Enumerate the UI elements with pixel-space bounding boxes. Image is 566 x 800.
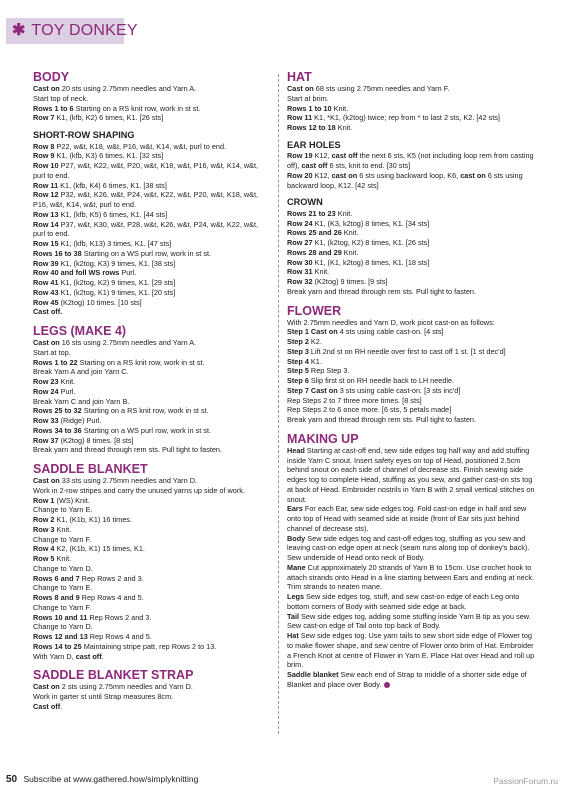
instruction-text: K2, (K1b, K1) 15 times, K1. <box>54 544 145 554</box>
instruction-line <box>33 445 267 455</box>
instruction-line <box>33 239 267 249</box>
instruction-keyword: Row 11 <box>33 180 59 190</box>
instruction-text: . <box>101 651 104 661</box>
instruction-text: K1, (kfb, K13) 3 times, K1. [47 sts] <box>58 239 172 248</box>
instruction-line <box>33 544 267 554</box>
instruction-line <box>287 228 537 238</box>
instruction-keyword: Step 5 <box>287 366 309 376</box>
subsection-title: EAR HOLES <box>287 139 341 150</box>
instruction-list <box>287 151 537 190</box>
right-column <box>287 70 537 697</box>
instruction-text: Starting at cast-off end, sew side edges tog half way and add stuffing inside Yarn C snout. Insert safety eyes on top of Head, positioned 2.5cm behind snout on each side of channel of decrease sts. Finish sewing side edges tog to complete Head, stuffing as you sew, and gather cast-on sts tog at back of Head. Embroider nostrils in Yarn B with 2 small vertical stitches on snout. <box>287 445 535 504</box>
instruction-line <box>287 592 537 612</box>
instruction-text: Rep Rows 2 and 3. <box>79 573 144 583</box>
instruction-keyword: Tail <box>287 611 300 621</box>
instruction-text: K1. <box>308 356 322 366</box>
instruction-text: Sew side edges tog, stuff, and sew cast-on edge of each Leg onto bottom corners of Body with seamed side edge at back. <box>287 592 520 611</box>
instruction-keyword: Row 43 <box>33 287 59 297</box>
section-title: BODY <box>33 70 70 84</box>
instruction-keyword: Cast on <box>33 476 60 485</box>
subsection-title: CROWN <box>287 197 323 208</box>
instruction-line <box>287 267 537 277</box>
instruction-list <box>33 142 267 318</box>
instruction-line <box>33 505 267 515</box>
instruction-text: With 2.75mm needles and Yarn D, work picot cast-on as follows: <box>287 317 495 327</box>
instruction-keyword: Step 4 <box>287 356 309 366</box>
instruction-text: Cut approximately 20 strands of Yarn B to 15cm. Use crochet hook to attach strands onto Head in a line starting between Ears and ending at neck. Trim strands to neaten mane. <box>287 562 535 592</box>
instruction-keyword: Row 37 <box>33 435 59 445</box>
end-of-pattern-icon <box>384 682 390 688</box>
instruction-text: K1, (K1, k2tog) 8 times, K1. [18 sts] <box>312 257 430 267</box>
instruction-keyword: Row 19 <box>287 151 313 161</box>
instruction-list <box>33 476 267 661</box>
instruction-keyword: Cast on <box>287 84 314 93</box>
instruction-text: Break Yarn A and join Yarn C. <box>33 367 129 377</box>
instruction-line <box>33 416 267 426</box>
instruction-keyword: Row 20 <box>287 170 313 180</box>
instruction-text: K1, (k2tog, K1) 9 times, K1. [20 sts] <box>58 287 176 297</box>
instruction-keyword: Rows 8 and 9 <box>33 593 80 602</box>
instruction-keyword: Row 2 <box>33 515 55 524</box>
instruction-line <box>287 219 537 229</box>
instruction-line <box>33 113 267 123</box>
section-title: LEGS (MAKE 4) <box>33 324 127 338</box>
instruction-keyword: Row 24 <box>33 386 59 396</box>
left-column <box>33 70 267 719</box>
section-hat <box>287 70 537 133</box>
instruction-text: 6 sts using backward loop, K6, <box>357 170 461 180</box>
page-number: 50 <box>6 774 18 785</box>
instruction-text: Knit. <box>341 228 359 238</box>
instruction-line <box>287 612 537 632</box>
instruction-text: Starting on a RS knit row, work in st st. <box>73 103 201 113</box>
instruction-line <box>33 358 267 368</box>
instruction-line <box>33 387 267 397</box>
instruction-line <box>287 123 537 133</box>
instruction-text: 33 sts using 2.75mm needles and Yarn D. <box>59 476 197 485</box>
instruction-line <box>287 446 537 505</box>
instruction-keyword: Rows 1 to 10 <box>287 103 332 113</box>
instruction-text: 3 sts using cable cast-on. [3 sts inc'd] <box>337 385 461 395</box>
instruction-line <box>287 347 537 357</box>
instruction-line <box>33 436 267 446</box>
instruction-line <box>33 632 267 642</box>
instruction-line <box>287 504 537 533</box>
instruction-text: Knit. <box>54 554 72 563</box>
instruction-keyword: Row 45 <box>33 297 59 307</box>
instruction-keyword: Row 31 <box>287 267 313 277</box>
instruction-line <box>33 94 267 104</box>
instruction-line <box>287 366 537 376</box>
instruction-keyword: Saddle blanket <box>287 670 339 679</box>
instruction-line <box>33 525 267 535</box>
instruction-text: 2 sts using 2.75mm needles and Yarn D. <box>59 682 193 692</box>
instruction-text: Purl. <box>58 386 76 396</box>
instruction-text: For each Ear, sew side edges tog. Fold cast-on edge in half and sew onto top of Head with seamed side at inside (front of Ear sits just behind channel of decrease sts). <box>287 504 527 533</box>
instruction-line <box>33 642 267 652</box>
section-making-up <box>287 432 537 690</box>
instruction-text: P37, w&t, K30, w&t, P28, w&t, K26, w&t, P24, w&t, K22, w&t, purl to end. <box>33 219 259 239</box>
instruction-keyword: Rows 16 to 38 <box>33 248 82 258</box>
instruction-text: Starting on a RS knit row, work in st st. <box>81 406 209 416</box>
instruction-keyword: Row 4 <box>33 544 55 554</box>
section-short-row-shaping <box>33 130 267 317</box>
instruction-keyword: Rows 6 and 7 <box>33 573 80 583</box>
instruction-text: K1, (kfb, K3) 6 times, K1. [32 sts] <box>54 151 164 161</box>
instruction-line <box>287 327 537 337</box>
instruction-text: Change to Yarn D. <box>33 563 93 573</box>
instruction-keyword: Ears <box>287 504 303 514</box>
instruction-line <box>33 692 267 702</box>
instruction-text: (Ridge) Purl. <box>58 416 102 425</box>
instruction-line <box>33 181 267 191</box>
instruction-text: (K2tog) 9 times. [9 sts] <box>312 277 388 286</box>
instruction-line <box>33 259 267 269</box>
instruction-line <box>33 151 267 161</box>
instruction-text: 68 sts using 2.75mm needles and Yarn F. <box>313 84 450 93</box>
instruction-text: Knit. <box>312 267 330 277</box>
instruction-line <box>33 652 267 662</box>
instruction-keyword: Rows 34 to 36 <box>33 425 82 435</box>
instruction-line <box>287 415 537 425</box>
instruction-line <box>33 496 267 506</box>
instruction-line <box>33 104 267 114</box>
instruction-line <box>287 151 537 171</box>
instruction-keyword: Rows 21 to 23 <box>287 208 336 218</box>
instruction-keyword: Row 32 <box>287 277 313 286</box>
instruction-keyword: Row 9 <box>33 151 55 161</box>
instruction-line <box>33 142 267 152</box>
section-title: HAT <box>287 70 312 84</box>
instruction-keyword: cast off <box>75 651 102 661</box>
section-title: SADDLE BLANKET STRAP <box>33 668 194 683</box>
instruction-line <box>33 682 267 692</box>
instruction-text: Knit. <box>335 123 353 132</box>
instruction-keyword: Row 33 <box>33 416 59 425</box>
instruction-text: Change to Yarn F. <box>33 534 92 544</box>
instruction-keyword: Rows 25 and 26 <box>287 228 342 238</box>
instruction-text: P27, w&t, K22, w&t, P20, w&t, K18, w&t, P16, w&t, K14, w&t, purl to end. <box>33 161 259 180</box>
instruction-list <box>287 209 537 297</box>
instruction-text: (K2tog) 10 times. [10 sts] <box>58 297 142 307</box>
instruction-text: Sew side edges tog. Use yarn tails to sew short side edge of Flower tog to make flower shape, and sew centre of Flower onto brim of Hat. Embroider a French Knot at centre of Flower in Yarn E. Place Hat over Head and roll up brim. <box>287 631 535 670</box>
instruction-list <box>287 318 537 425</box>
instruction-text: K1, (k2tog, K2) 9 times, K1. [29 sts] <box>58 278 176 287</box>
instruction-line <box>287 104 537 114</box>
instruction-keyword: Cast on <box>33 84 60 93</box>
instruction-keyword: Row 10 <box>33 161 59 170</box>
instruction-line <box>287 94 537 104</box>
section-crown <box>287 197 537 296</box>
instruction-text: Change to Yarn E. <box>33 583 93 593</box>
instruction-text: 6 sts, knit to end. [30 sts] <box>327 161 411 170</box>
instruction-line <box>287 563 537 592</box>
instruction-line <box>33 535 267 545</box>
instruction-text: Sew each end of Strap to middle of a shorter side edge of Blanket and place over Body. <box>287 670 527 689</box>
section-title: FLOWER <box>287 303 342 318</box>
instruction-keyword: Step 3 <box>287 346 309 356</box>
instruction-text: P22, w&t, K18, w&t, P16, w&t, K14, w&t, purl to end. <box>54 141 227 151</box>
instruction-keyword: Rows 28 and 29 <box>287 247 342 257</box>
instruction-text: 20 sts using 2.75mm needles and Yarn A. <box>59 84 197 93</box>
instruction-text: Purl. <box>119 268 137 278</box>
instruction-keyword: Row 5 <box>33 554 55 563</box>
instruction-line <box>287 258 537 268</box>
instruction-keyword: Step 7 Cast on <box>287 385 338 395</box>
instruction-text: P32, w&t, K26, w&t, P24, w&t, K22, w&t, P20, w&t, K18, w&t, P16, w&t, K14, w&t, purl to end. <box>33 190 259 209</box>
instruction-keyword: Rows 12 and 13 <box>33 632 88 641</box>
instruction-text: Break yarn and thread through rem sts. Pull tight to fasten. <box>33 445 223 455</box>
instruction-keyword: Rows 12 to 18 <box>287 123 336 132</box>
instruction-line <box>33 348 267 358</box>
instruction-keyword: Row 23 <box>33 377 59 386</box>
instruction-text: With Yarn D, <box>33 651 76 661</box>
instruction-text: Change to Yarn F. <box>33 602 92 612</box>
instruction-keyword: Row 27 <box>287 238 313 247</box>
instruction-text: Change to Yarn D. <box>33 622 93 632</box>
instruction-keyword: Rows 14 to 25 <box>33 641 82 651</box>
instruction-line <box>33 278 267 288</box>
instruction-text: K1, (K1b, K1) 16 times. <box>54 515 132 524</box>
section-ear-holes <box>287 140 537 191</box>
instruction-keyword: Row 24 <box>287 218 313 228</box>
instruction-line <box>33 210 267 220</box>
instruction-text: Start at top. <box>33 347 71 357</box>
instruction-line <box>287 171 537 191</box>
instruction-text: Knit. <box>341 247 359 257</box>
instruction-keyword: Cast off. <box>33 307 63 317</box>
instruction-keyword: cast off <box>301 161 328 170</box>
instruction-text: (K2tog) 8 times. [8 sts] <box>58 435 134 445</box>
instruction-list <box>287 84 537 133</box>
instruction-line <box>287 209 537 219</box>
instruction-keyword: Row 39 <box>33 258 59 268</box>
instruction-text: K1, (kfb, K5) 6 times, K1. [44 sts] <box>58 209 168 219</box>
section-flower <box>287 304 537 425</box>
subscribe-link[interactable]: Subscribe at www.gathered.how/simplyknitting <box>23 774 199 784</box>
instruction-line <box>33 268 267 278</box>
page-title: TOY DONKEY <box>31 22 138 39</box>
instruction-keyword: Step 6 <box>287 376 309 385</box>
instruction-text: (WS) Knit. <box>54 495 90 505</box>
instruction-keyword: Step 1 Cast on <box>287 327 338 337</box>
watermark: PassionForum.ru <box>493 776 558 786</box>
instruction-text: Rep Rows 4 and 5. <box>79 593 144 602</box>
instruction-line <box>33 249 267 259</box>
instruction-keyword: Rows 10 and 11 <box>33 612 88 622</box>
instruction-keyword: cast on <box>331 170 358 180</box>
section-title: MAKING UP <box>287 431 359 446</box>
instruction-keyword: Row 12 <box>33 190 59 200</box>
instruction-line <box>33 564 267 574</box>
section-legs <box>33 324 267 455</box>
instruction-list <box>33 682 267 711</box>
instruction-line <box>33 426 267 436</box>
instruction-line <box>33 515 267 525</box>
instruction-line <box>287 238 537 248</box>
instruction-line <box>33 298 267 308</box>
instruction-keyword: Step 2 <box>287 337 309 346</box>
instruction-keyword: Cast off <box>33 701 61 711</box>
instruction-text: K2. <box>308 337 322 346</box>
instruction-keyword: Cast on <box>33 338 60 347</box>
instruction-text: K1, (k2tog, K3) 9 times, K1. [38 sts] <box>58 258 176 268</box>
instruction-keyword: Row 13 <box>33 209 59 219</box>
instruction-text: Change to Yarn E. <box>33 505 93 515</box>
instruction-line <box>287 534 537 563</box>
instruction-text: Starting on a WS purl row, work in st st. <box>81 425 212 435</box>
instruction-keyword: Row 41 <box>33 278 59 287</box>
instruction-list <box>287 446 537 690</box>
instruction-keyword: Mane <box>287 562 306 572</box>
instruction-list <box>33 84 267 123</box>
instruction-keyword: Row 15 <box>33 239 59 248</box>
instruction-line <box>33 84 267 94</box>
instruction-keyword: Row 14 <box>33 219 59 229</box>
instruction-text: Knit. <box>335 208 353 218</box>
instruction-text: Start top of neck. <box>33 93 89 103</box>
instruction-line <box>287 287 537 297</box>
instruction-text: Work in 2-row stripes and carry the unused yarns up side of work. <box>33 485 245 495</box>
instruction-line <box>287 337 537 347</box>
instruction-text: 16 sts using 2.75mm needles and Yarn A. <box>59 338 197 347</box>
instruction-keyword: Row 8 <box>33 141 55 151</box>
instruction-line <box>33 554 267 564</box>
instruction-line <box>287 376 537 386</box>
instruction-line <box>33 603 267 613</box>
instruction-keyword: Legs <box>287 592 305 601</box>
instruction-line <box>287 357 537 367</box>
instruction-keyword: Row 7 <box>33 113 55 123</box>
section-body <box>33 70 267 123</box>
instruction-line <box>287 248 537 258</box>
instruction-line <box>33 702 267 712</box>
instruction-text: Start at brim. <box>287 93 329 103</box>
instruction-keyword: Row 30 <box>287 257 313 267</box>
instruction-text: Knit. <box>54 524 72 534</box>
instruction-text: Starting on a WS purl row, work in st st. <box>81 248 212 258</box>
instruction-text: K12, <box>312 170 332 180</box>
instruction-keyword: Row 1 <box>33 495 55 505</box>
instruction-line <box>33 613 267 623</box>
instruction-text: . <box>60 701 63 711</box>
instruction-text: K1, *K1, (k2tog) twice; rep from * to last 2 sts, K2. [42 sts] <box>312 113 500 123</box>
instruction-line <box>33 307 267 317</box>
instruction-line <box>287 631 537 670</box>
instruction-keyword: cast off <box>331 151 358 161</box>
instruction-line <box>33 486 267 496</box>
instruction-line <box>287 277 537 287</box>
instruction-text: Break yarn and thread through rem sts. Pull tight to fasten. <box>287 415 477 424</box>
instruction-line <box>287 318 537 328</box>
instruction-keyword: Cast on <box>33 682 60 692</box>
instruction-line <box>33 476 267 486</box>
instruction-line <box>287 84 537 94</box>
instruction-text: Rep Rows 4 and 5. <box>87 632 152 641</box>
section-saddle-blanket-strap <box>33 668 267 711</box>
instruction-keyword: Row 3 <box>33 524 55 534</box>
asterisk-icon: ✱ <box>12 22 26 39</box>
instruction-text: Maintaining stripe patt, rep Rows 2 to 13. <box>81 641 217 651</box>
subsection-title: SHORT-ROW SHAPING <box>33 130 135 140</box>
instruction-line <box>287 405 537 415</box>
instruction-keyword: Body <box>287 533 306 543</box>
instruction-text: K1, (kfb, K2) 6 times, K1. [26 sts] <box>54 113 164 123</box>
instruction-text: K1, (kfb, K4) 6 times, K1. [38 sts] <box>58 180 167 190</box>
instruction-line <box>33 593 267 603</box>
instruction-line <box>33 377 267 387</box>
instruction-keyword: Rows 1 to 6 <box>33 103 74 113</box>
instruction-text: Rep Step 3. <box>308 366 350 376</box>
instruction-line <box>33 288 267 298</box>
instruction-line <box>33 583 267 593</box>
instruction-text: Lift 2nd st on RH needle over first to cast off 1 st. [1 st dec'd] <box>308 346 506 356</box>
page-footer <box>6 774 198 785</box>
instruction-text: Starting on a RS knit row, work in st st. <box>77 357 205 367</box>
instruction-line <box>287 670 537 690</box>
instruction-keyword: Hat <box>287 631 299 640</box>
instruction-line <box>33 220 267 240</box>
instruction-text: Break Yarn C and join Yarn B. <box>33 396 130 406</box>
section-title: SADDLE BLANKET <box>33 462 148 476</box>
instruction-text: Break yarn and thread through rem sts. Pull tight to fasten. <box>287 286 477 296</box>
instruction-line <box>33 338 267 348</box>
instruction-text: the next 6 sts, K5 (not including loop rem from casting off), <box>287 151 534 170</box>
instruction-text: Rep Steps 2 to 7 three more times. [8 sts] <box>287 395 422 405</box>
instruction-text: K1, (k2tog, K2) 8 times, K1. [26 sts] <box>312 238 430 247</box>
instruction-keyword: cast on <box>460 170 486 180</box>
instruction-text: Knit. <box>58 377 76 386</box>
instruction-text: Sew side edges tog and cast-off edges tog, stuffing as you sew and leaving cast-on edge open at neck (seam runs along top of donkey's back). Sew underside of Head onto neck of Body. <box>287 533 530 562</box>
instruction-text: Sew side edges tog, adding some stuffing inside Yarn B tip as you sew. Sew cast-on edge of Tail onto top back of Body. <box>287 611 531 631</box>
instruction-text: 6 sts using backward loop, K12. [42 sts] <box>287 170 523 190</box>
instruction-text: Slip first st on RH needle back to LH needle. <box>308 376 455 385</box>
instruction-text: K1, (K3, k2tog) 8 times, K1. [34 sts] <box>312 218 430 228</box>
instruction-text: 4 sts using cable cast-on. [4 sts] <box>337 327 444 337</box>
instruction-keyword: Head <box>287 445 305 455</box>
instruction-line <box>287 396 537 406</box>
instruction-line <box>33 190 267 210</box>
instruction-line <box>33 397 267 407</box>
instruction-line <box>287 386 537 396</box>
instruction-keyword: Rows 1 to 22 <box>33 357 78 367</box>
instruction-text: Knit. <box>331 103 349 113</box>
instruction-line <box>33 367 267 377</box>
instruction-text: Rep Steps 2 to 6 once more. [6 sts, 5 petals made] <box>287 405 452 415</box>
section-saddle-blanket <box>33 462 267 661</box>
instruction-line <box>33 161 267 181</box>
instruction-list <box>33 338 267 455</box>
column-divider <box>278 74 279 734</box>
instruction-line <box>33 622 267 632</box>
instruction-text: Rep Rows 2 and 3. <box>87 612 152 622</box>
instruction-line <box>33 406 267 416</box>
instruction-keyword: Row 11 <box>287 113 313 123</box>
instruction-text: Work in garter st until Strap measures 8cm. <box>33 692 174 701</box>
instruction-line <box>33 574 267 584</box>
instruction-line <box>287 113 537 123</box>
section-header <box>6 18 138 44</box>
instruction-text: K12, <box>312 151 332 161</box>
instruction-keyword: Row 40 and foll WS rows <box>33 268 120 278</box>
instruction-keyword: Rows 25 to 32 <box>33 406 82 416</box>
